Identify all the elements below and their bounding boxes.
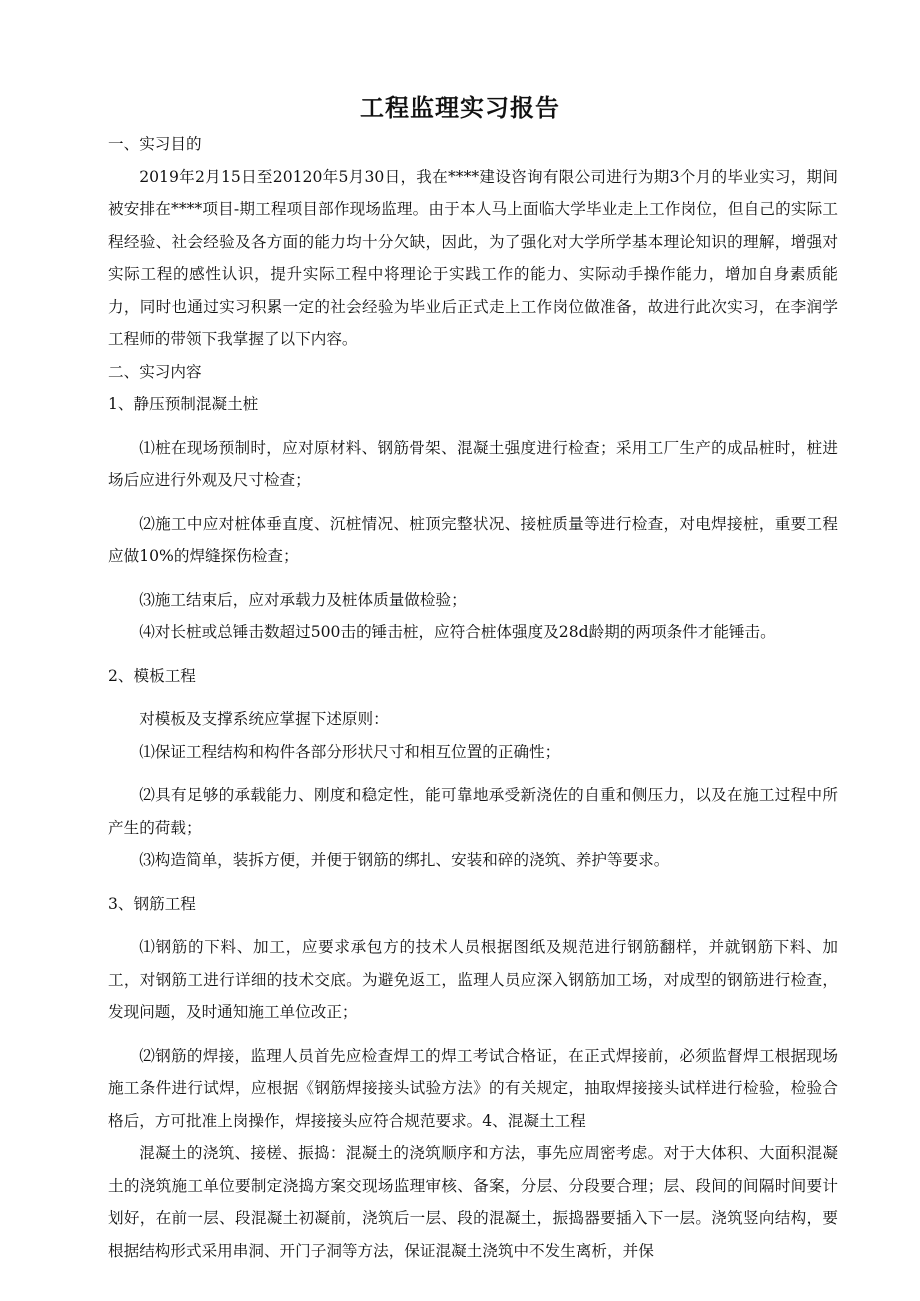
paragraph-concrete: 混凝土的浇筑、接槎、振捣：混凝土的浇筑顺序和方法，事先应周密考虑。对于大体积、大面积混凝土的浇筑施工单位要制定浇捣方案交现场监理审核、备案，分层、分段要合理；层、段间的间隔时间要计划好，在前一层、段混凝土初凝前，浇筑后一层、段的混凝土，振捣器要插入下一层。浇筑竖向结构，要根据结构形式采用串洞、开门子洞等方法，保证混凝土浇筑中不发生离析，并保 bbox=[108, 1144, 838, 1260]
list-item: ⑴桩在现场预制时，应对原材料、钢筋骨架、混凝土强度进行检查；采用工厂生产的成品桩时，桩进场后应进行外观及尺寸检查； bbox=[108, 438, 838, 489]
list-item: ⑷对长桩或总锤击数超过500击的锤击桩，应符合桩体强度及28d龄期的两项条件才能锤击。 bbox=[139, 623, 776, 641]
section-heading-1: 一、实习目的 bbox=[108, 135, 202, 153]
list-item: ⑶构造简单，装拆方便，并便于钢筋的绑扎、安装和碎的浇筑、养护等要求。 bbox=[139, 851, 670, 869]
list-item: ⑴保证工程结构和构件各部分形状尺寸和相互位置的正确性； bbox=[139, 742, 561, 761]
section-heading-2: 二、实习内容 bbox=[108, 362, 202, 381]
list-item: ⑴钢筋的下料、加工，应要求承包方的技术人员根据图纸及规范进行钢筋翻样，并就钢筋下料、加工，对钢筋工进行详细的技术交底。为避免返工，监理人员应深入钢筋加工场，对成型的钢筋进行检查，发现问题，及时通知施工单位改正； bbox=[108, 938, 838, 1021]
paragraph-formwork-intro: 对模板及支撑系统应掌握下述原则： bbox=[139, 710, 389, 728]
list-item: ⑵具有足够的承载能力、刚度和稳定性，能可靠地承受新浇佐的自重和侧压力，以及在施工过程中所产生的荷载； bbox=[108, 786, 838, 837]
document-title: 工程监理实习报告 bbox=[360, 94, 560, 122]
paragraph-purpose: 2019年2月15日至20120年5月30日，我在****建设咨询有限公司进行为期3个月的毕业实习，期间被安排在****项目-期工程项目部作现场监理。由于本人马上面临大学毕业走上工作岗位，但自己的实际工程经验、社会经验及各方面的能力均十分欠缺，因此，为了强化对大学所学基本理论知识的理解，增强对实际工程的感性认识，提升实际工程中将理论于实践工作的能力、实际动手操作能力，增加自身素质能力，同时也通过实习积累一定的社会经验为毕业后正式走上工作岗位做准备，故进行此次实习，在李润学工程师的带领下我掌握了以下内容。 bbox=[108, 167, 838, 348]
subsection-heading-pile: 1、静压预制混凝土桩 bbox=[108, 395, 259, 413]
list-item: ⑶施工结束后，应对承载力及桩体质量做检验； bbox=[139, 590, 467, 609]
list-item: ⑵钢筋的焊接，监理人员首先应检查焊工的焊工考试合格证，在正式焊接前，必须监督焊工根据现场施工条件进行试焊，应根据《钢筋焊接接头试验方法》的有关规定，抽取焊接接头试样进行检验，检验合格后，方可批准上岗操作，焊接接头应符合规范要求。4、混凝土工程 bbox=[108, 1046, 838, 1130]
list-item: ⑵施工中应对桩体垂直度、沉桩情况、桩顶完整状况、接桩质量等进行检查，对电焊接桩，重要工程应做10%的焊缝探伤检查； bbox=[108, 514, 838, 565]
subsection-heading-rebar: 3、钢筋工程 bbox=[108, 894, 196, 913]
document-body bbox=[108, 128, 838, 1267]
subsection-heading-formwork: 2、模板工程 bbox=[108, 666, 196, 685]
